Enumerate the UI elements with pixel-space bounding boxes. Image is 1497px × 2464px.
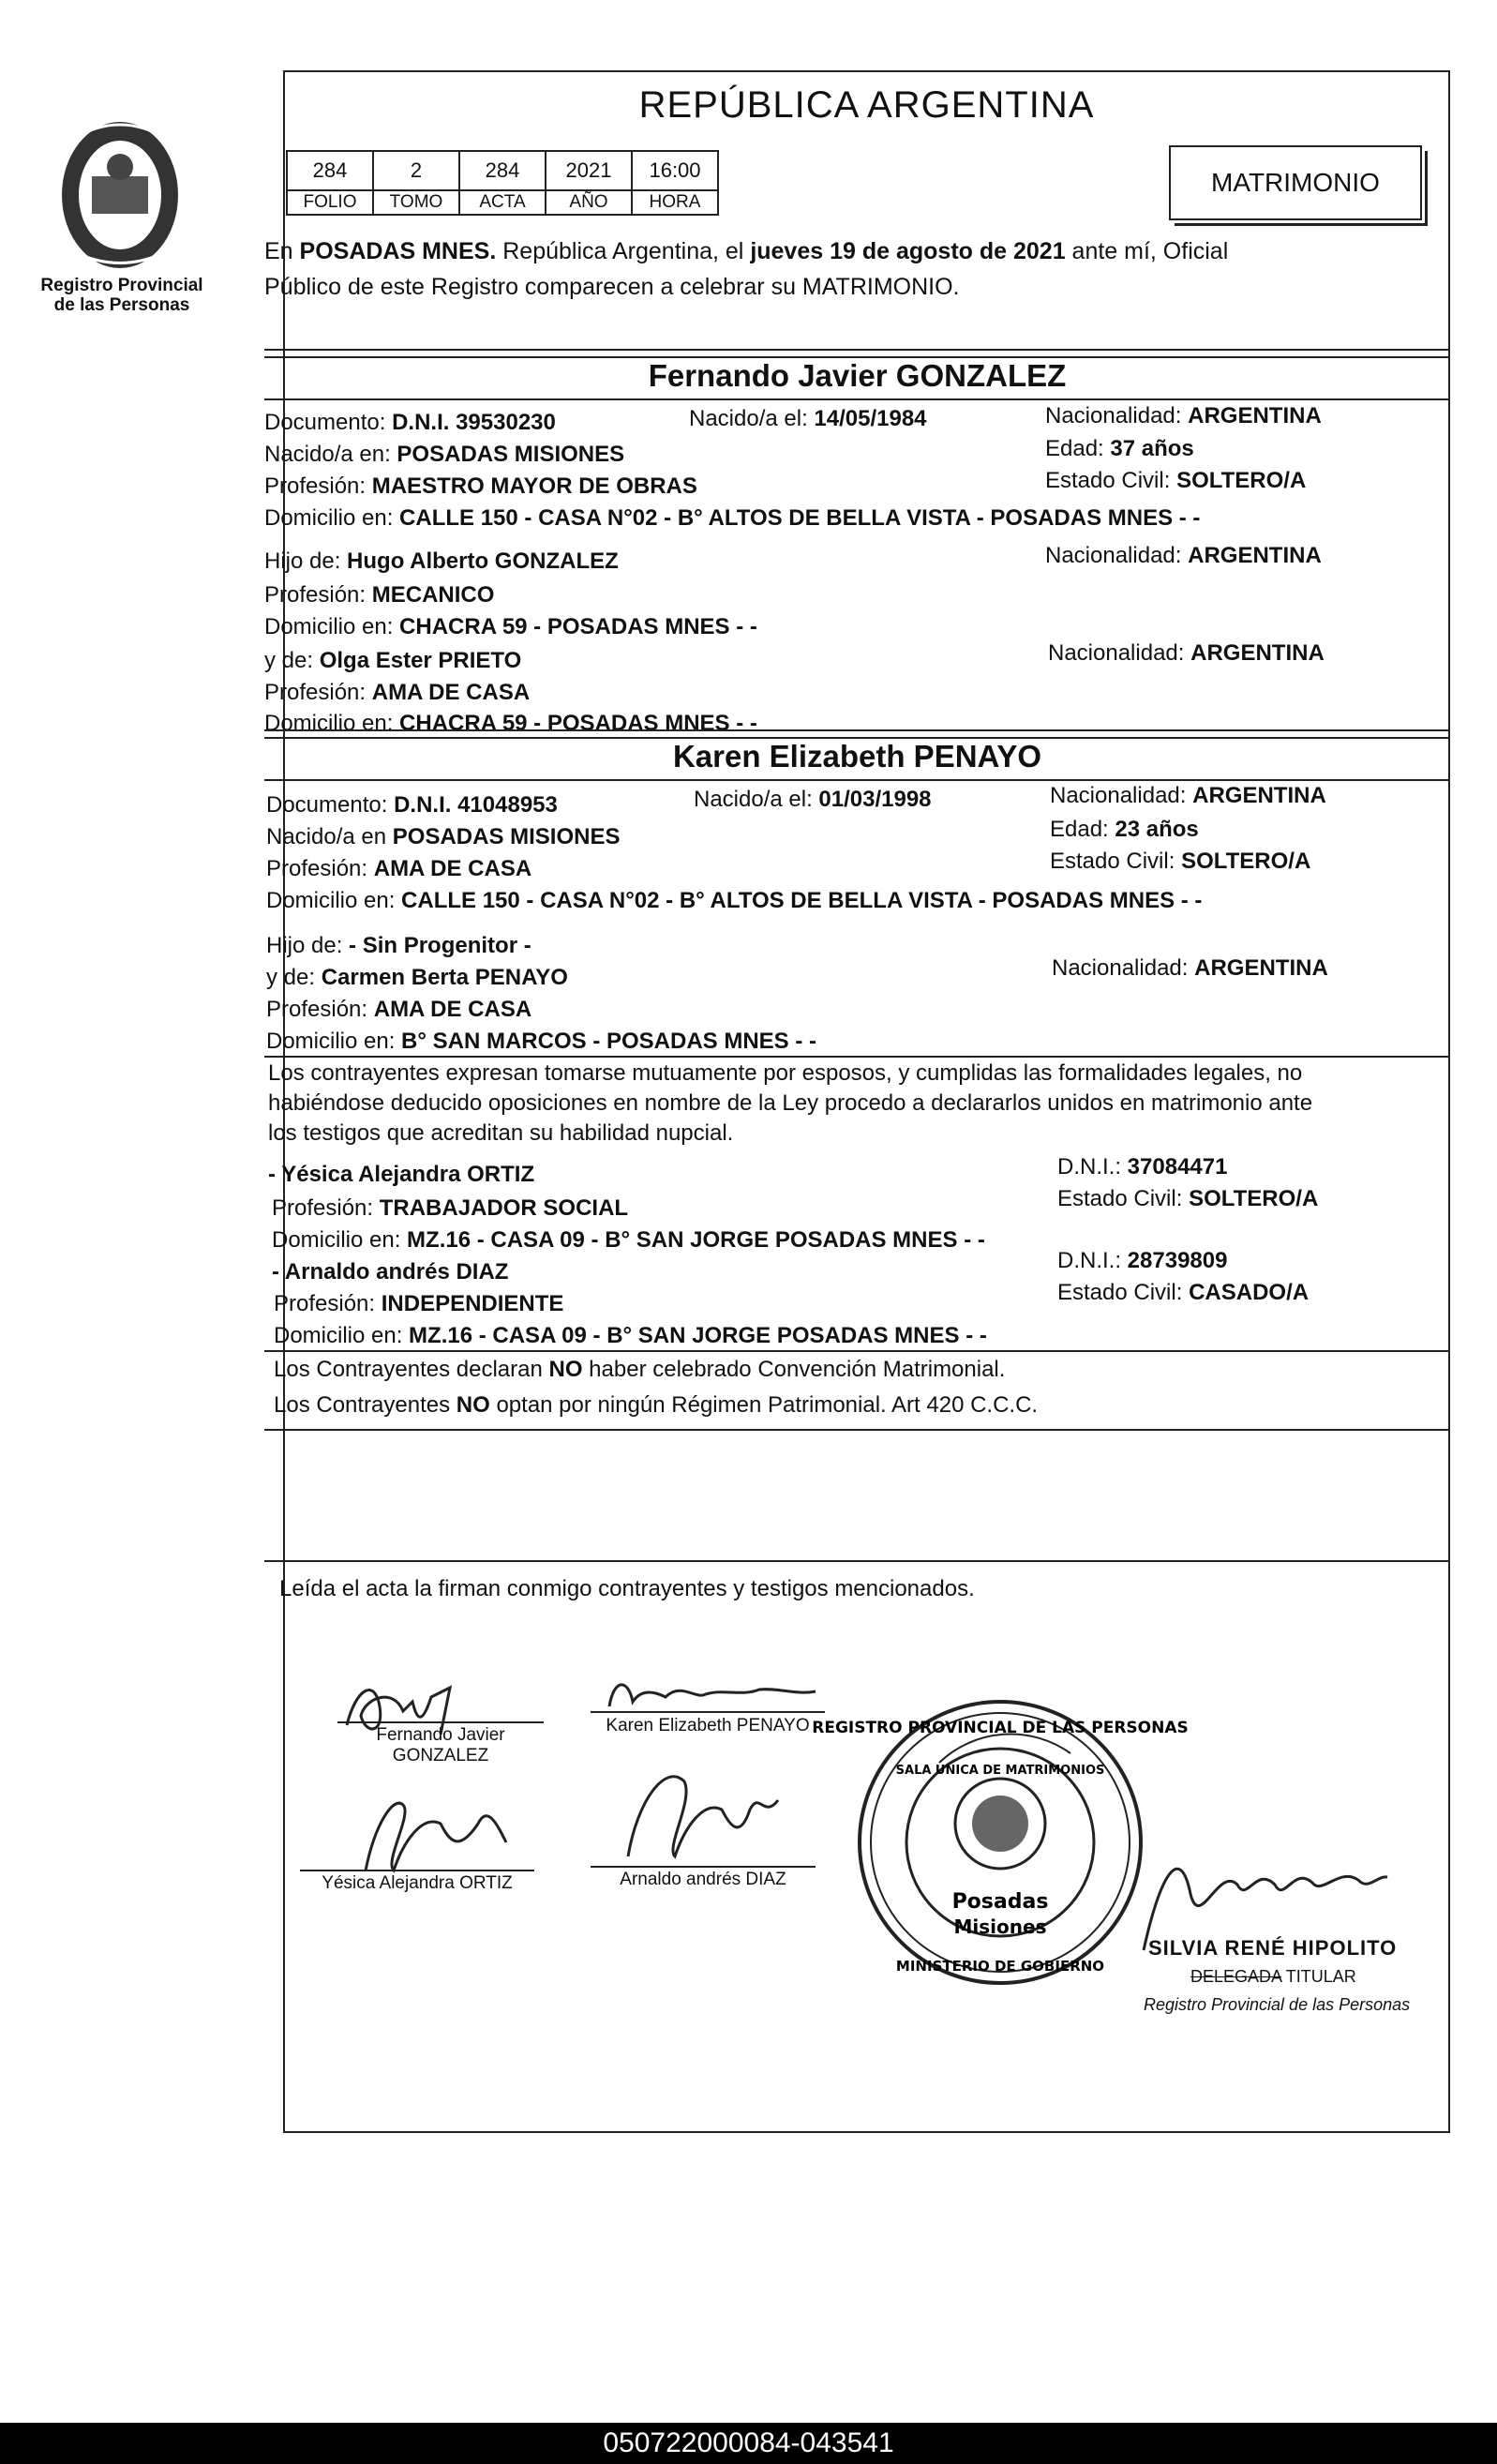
value: MZ.16 - CASA 09 - B° SAN JORGE POSADAS MNES - - <box>407 1227 985 1253</box>
groom-mother <box>264 645 521 677</box>
regime-line1 <box>274 1354 1005 1386</box>
tomo-value: 2 <box>373 151 459 190</box>
witness1-address <box>272 1224 985 1256</box>
value: AMA DE CASA <box>371 680 531 705</box>
value: ARGENTINA <box>1188 403 1322 428</box>
intro-date: jueves 19 de agosto de 2021 <box>750 238 1066 264</box>
bride-mother-nationality <box>1052 953 1328 984</box>
divider <box>264 1560 1450 1562</box>
label: Domicilio en: <box>264 711 400 736</box>
value: Olga Ester PRIETO <box>319 648 522 673</box>
value: POSADAS MISIONES <box>392 824 621 849</box>
groom-signature-name <box>337 1725 544 1766</box>
label: Hijo de: <box>264 548 348 574</box>
tomo-label: TOMO <box>373 190 459 215</box>
groom-mother-nationality <box>1048 638 1325 669</box>
groom-father-nationality <box>1045 540 1322 572</box>
value: ARGENTINA <box>1194 955 1328 981</box>
label: Estado Civil: <box>1050 849 1182 874</box>
value: CASADO/A <box>1189 1280 1310 1305</box>
label: Profesión: <box>264 473 372 499</box>
value: ARGENTINA <box>1190 640 1325 666</box>
label: Nacionalidad: <box>1052 955 1195 981</box>
logo-caption <box>28 276 216 315</box>
regime-line2 <box>274 1390 1038 1421</box>
value: 14/05/1984 <box>814 406 927 431</box>
record-table <box>286 150 719 216</box>
bride-mother <box>266 962 568 994</box>
folio-value: 284 <box>287 151 373 190</box>
label: Nacionalidad: <box>1045 543 1189 568</box>
hour-label: HORA <box>632 190 718 215</box>
groom-civil-status <box>1045 465 1306 497</box>
value: ARGENTINA <box>1192 783 1326 808</box>
groom-age <box>1045 433 1194 465</box>
value: SOLTERO/A <box>1189 1186 1319 1211</box>
bride-profession <box>266 853 531 885</box>
label: Nacido/a en <box>266 824 393 849</box>
intro-place: POSADAS MNES. <box>299 238 497 264</box>
label: Profesión: <box>272 1195 380 1221</box>
value: 37 años <box>1110 436 1194 461</box>
label: D.N.I.: <box>1057 1248 1128 1273</box>
value: CALLE 150 - CASA N°02 - B° ALTOS DE BELLA VISTA - POSADAS MNES - - <box>401 888 1203 913</box>
bride-age <box>1050 814 1199 846</box>
witness1-signature-line <box>300 1870 534 1871</box>
groom-name: Fernando Javier GONZALEZ <box>648 358 1067 393</box>
groom-mother-address <box>264 708 757 740</box>
groom-birthplace <box>264 439 624 471</box>
seal-province: Misiones <box>953 1916 1047 1938</box>
label: y de: <box>266 965 322 990</box>
value: 37084471 <box>1127 1154 1228 1179</box>
text: haber celebrado Convención Matrimonial. <box>582 1357 1006 1382</box>
label: Domicilio en: <box>266 1029 402 1054</box>
emphasis: NO <box>456 1392 490 1418</box>
value: CHACRA 59 - POSADAS MNES - - <box>399 711 757 736</box>
label: Domicilio en: <box>266 888 402 913</box>
label: Nacionalidad: <box>1048 640 1191 666</box>
label: Edad: <box>1045 436 1111 461</box>
bride-civil-status <box>1050 846 1310 878</box>
witness2-dni <box>1057 1245 1227 1277</box>
groom-document <box>264 407 556 439</box>
official-seal <box>812 1697 1189 1988</box>
value: - Arnaldo andrés DIAZ <box>272 1259 509 1285</box>
bride-signature-name: Karen Elizabeth PENAYO <box>606 1716 810 1735</box>
label: Estado Civil: <box>1057 1186 1190 1211</box>
logo-caption-line2: de las Personas <box>53 295 190 315</box>
bride-nationality <box>1050 780 1326 812</box>
acta-label: ACTA <box>459 190 546 215</box>
label: Domicilio en: <box>274 1323 410 1348</box>
label: Profesión: <box>264 680 372 705</box>
divider <box>264 1350 1450 1352</box>
groom-birthdate <box>689 403 927 435</box>
value: - Sin Progenitor - <box>349 933 531 958</box>
witness2-name <box>272 1256 508 1288</box>
value: POSADAS MISIONES <box>397 442 625 467</box>
closing-text: Leída el acta la firman conmigo contrayentes y testigos mencionados. <box>279 1576 975 1601</box>
text: Los Contrayentes <box>274 1392 457 1418</box>
intro-text-c: ante mí, Oficial <box>1065 238 1229 264</box>
label: Documento: <box>266 792 395 818</box>
value: Hugo Alberto GONZALEZ <box>347 548 619 574</box>
groom-father-address <box>264 611 757 643</box>
label: Nacido/a en: <box>264 442 397 467</box>
intro-line2: Público de este Registro comparecen a celebrar su MATRIMONIO. <box>264 274 960 300</box>
label: Estado Civil: <box>1057 1280 1190 1305</box>
label: Nacionalidad: <box>1045 403 1189 428</box>
value: 28739809 <box>1127 1248 1228 1273</box>
value: B° SAN MARCOS - POSADAS MNES - - <box>401 1029 816 1054</box>
label: y de: <box>264 648 320 673</box>
label: Nacido/a el: <box>689 406 815 431</box>
bride-address <box>266 885 1202 917</box>
declaration-line1: Los contrayentes expresan tomarse mutuamente por esposos, y cumplidas las formalidades legales, no <box>268 1060 1303 1086</box>
bride-birthplace <box>266 821 620 853</box>
bride-father <box>266 930 531 962</box>
witness1-name <box>268 1159 534 1191</box>
line2: GONZALEZ <box>392 1746 489 1765</box>
value: CALLE 150 - CASA N°02 - B° ALTOS DE BELLA VISTA - POSADAS MNES - - <box>399 505 1201 531</box>
text: optan por ningún Régimen Patrimonial. Art 420 C.C.C. <box>489 1392 1039 1418</box>
witness2-profession <box>274 1288 563 1320</box>
groom-father-profession <box>264 579 494 611</box>
value: MAESTRO MAYOR DE OBRAS <box>371 473 697 499</box>
groom-profession <box>264 471 697 503</box>
text: Los Contrayentes declaran <box>274 1357 549 1382</box>
act-type-box: MATRIMONIO <box>1169 145 1422 220</box>
label: Hijo de: <box>266 933 350 958</box>
year-label: AÑO <box>546 190 632 215</box>
value: AMA DE CASA <box>373 856 532 881</box>
groom-address <box>264 503 1200 534</box>
divider <box>264 729 1450 731</box>
declaration-line2: habiéndose deducido oposiciones en nombre de la Ley procedo a declararlos unidos en matrimonio ante <box>268 1090 1313 1116</box>
province-logo <box>45 111 195 279</box>
bride-mother-profession <box>266 994 531 1026</box>
divider <box>264 349 1450 351</box>
label: Profesión: <box>274 1291 382 1316</box>
seal-city: Posadas <box>951 1890 1049 1914</box>
witness1-civil-status <box>1057 1183 1318 1215</box>
groom-dni: D.N.I. 39530230 <box>392 410 556 435</box>
line1: Fernando Javier <box>376 1725 505 1745</box>
groom-mother-profession <box>264 677 530 709</box>
witness1-profession <box>272 1193 628 1224</box>
groom-signature-line <box>337 1721 544 1723</box>
witness1-signature-name: Yésica Alejandra ORTIZ <box>322 1873 513 1893</box>
witness2-signature-name: Arnaldo andrés DIAZ <box>620 1870 786 1889</box>
emphasis: NO <box>548 1357 583 1382</box>
value: Carmen Berta PENAYO <box>321 965 568 990</box>
bride-signature-line <box>591 1711 825 1713</box>
value: SOLTERO/A <box>1176 468 1307 493</box>
groom-nationality <box>1045 400 1322 432</box>
page-title: REPÚBLICA ARGENTINA <box>638 84 1095 126</box>
value: ARGENTINA <box>1188 543 1322 568</box>
label: Domicilio en: <box>272 1227 408 1253</box>
label: Profesión: <box>266 997 374 1022</box>
official-office: Registro Provincial de las Personas <box>1144 1995 1411 2014</box>
value: SOLTERO/A <box>1181 849 1311 874</box>
value: 23 años <box>1115 817 1199 842</box>
divider <box>264 1429 1450 1431</box>
label: Profesión: <box>264 582 372 608</box>
seal-bottom-text: MINISTERIO DE GOBIERNO <box>895 1958 1105 1975</box>
value: TRABAJADOR SOCIAL <box>379 1195 629 1221</box>
acta-value: 284 <box>459 151 546 190</box>
label: Profesión: <box>266 856 374 881</box>
groom-father <box>264 546 619 578</box>
label: D.N.I.: <box>1057 1154 1128 1179</box>
official-name: SILVIA RENÉ HIPOLITO <box>1148 1936 1398 1960</box>
bride-mother-address <box>266 1026 816 1058</box>
hour-value: 16:00 <box>632 151 718 190</box>
folio-label: FOLIO <box>287 190 373 215</box>
witness2-signature-line <box>591 1866 816 1868</box>
witness2-signature <box>600 1744 825 1875</box>
intro-text-b: República Argentina, el <box>496 238 751 264</box>
bride-document <box>266 789 558 821</box>
value: MECANICO <box>371 582 495 608</box>
label: Nacionalidad: <box>1050 783 1193 808</box>
value: 01/03/1998 <box>818 787 932 812</box>
bride-dni: D.N.I. 41048953 <box>394 792 558 818</box>
seal-outer-text: REGISTRO PROVINCIAL DE LAS PERSONAS <box>812 1719 1189 1737</box>
label: Domicilio en: <box>264 614 400 639</box>
struck-role: DELEGADA <box>1190 1967 1282 1986</box>
witness2-civil-status <box>1057 1277 1309 1309</box>
logo-caption-line1: Registro Provincial <box>40 276 203 295</box>
value: MZ.16 - CASA 09 - B° SAN JORGE POSADAS MNES - - <box>409 1323 987 1348</box>
witness1-dni <box>1057 1151 1227 1183</box>
witness2-address <box>274 1320 987 1352</box>
label: Estado Civil: <box>1045 468 1177 493</box>
document-code: 050722000084-043541 <box>0 2423 1497 2464</box>
label: Edad: <box>1050 817 1115 842</box>
label: Documento: <box>264 410 393 435</box>
intro-line1 <box>264 234 1228 268</box>
intro-text-a: En <box>264 238 300 264</box>
value: CHACRA 59 - POSADAS MNES - - <box>399 614 757 639</box>
value: - Yésica Alejandra ORTIZ <box>268 1162 535 1187</box>
bride-name: Karen Elizabeth PENAYO <box>672 739 1042 774</box>
label: Domicilio en: <box>264 505 400 531</box>
declaration-line3: los testigos que acreditan su habilidad nupcial. <box>268 1120 734 1146</box>
year-value: 2021 <box>546 151 632 190</box>
role: TITULAR <box>1285 1967 1356 1986</box>
official-role <box>1190 1967 1356 1987</box>
label: Nacido/a el: <box>694 787 819 812</box>
value: INDEPENDIENTE <box>381 1291 564 1316</box>
seal-inner-text: SALA UNICA DE MATRIMONIOS <box>895 1764 1105 1778</box>
value: AMA DE CASA <box>373 997 532 1022</box>
bride-birthdate <box>694 784 932 816</box>
